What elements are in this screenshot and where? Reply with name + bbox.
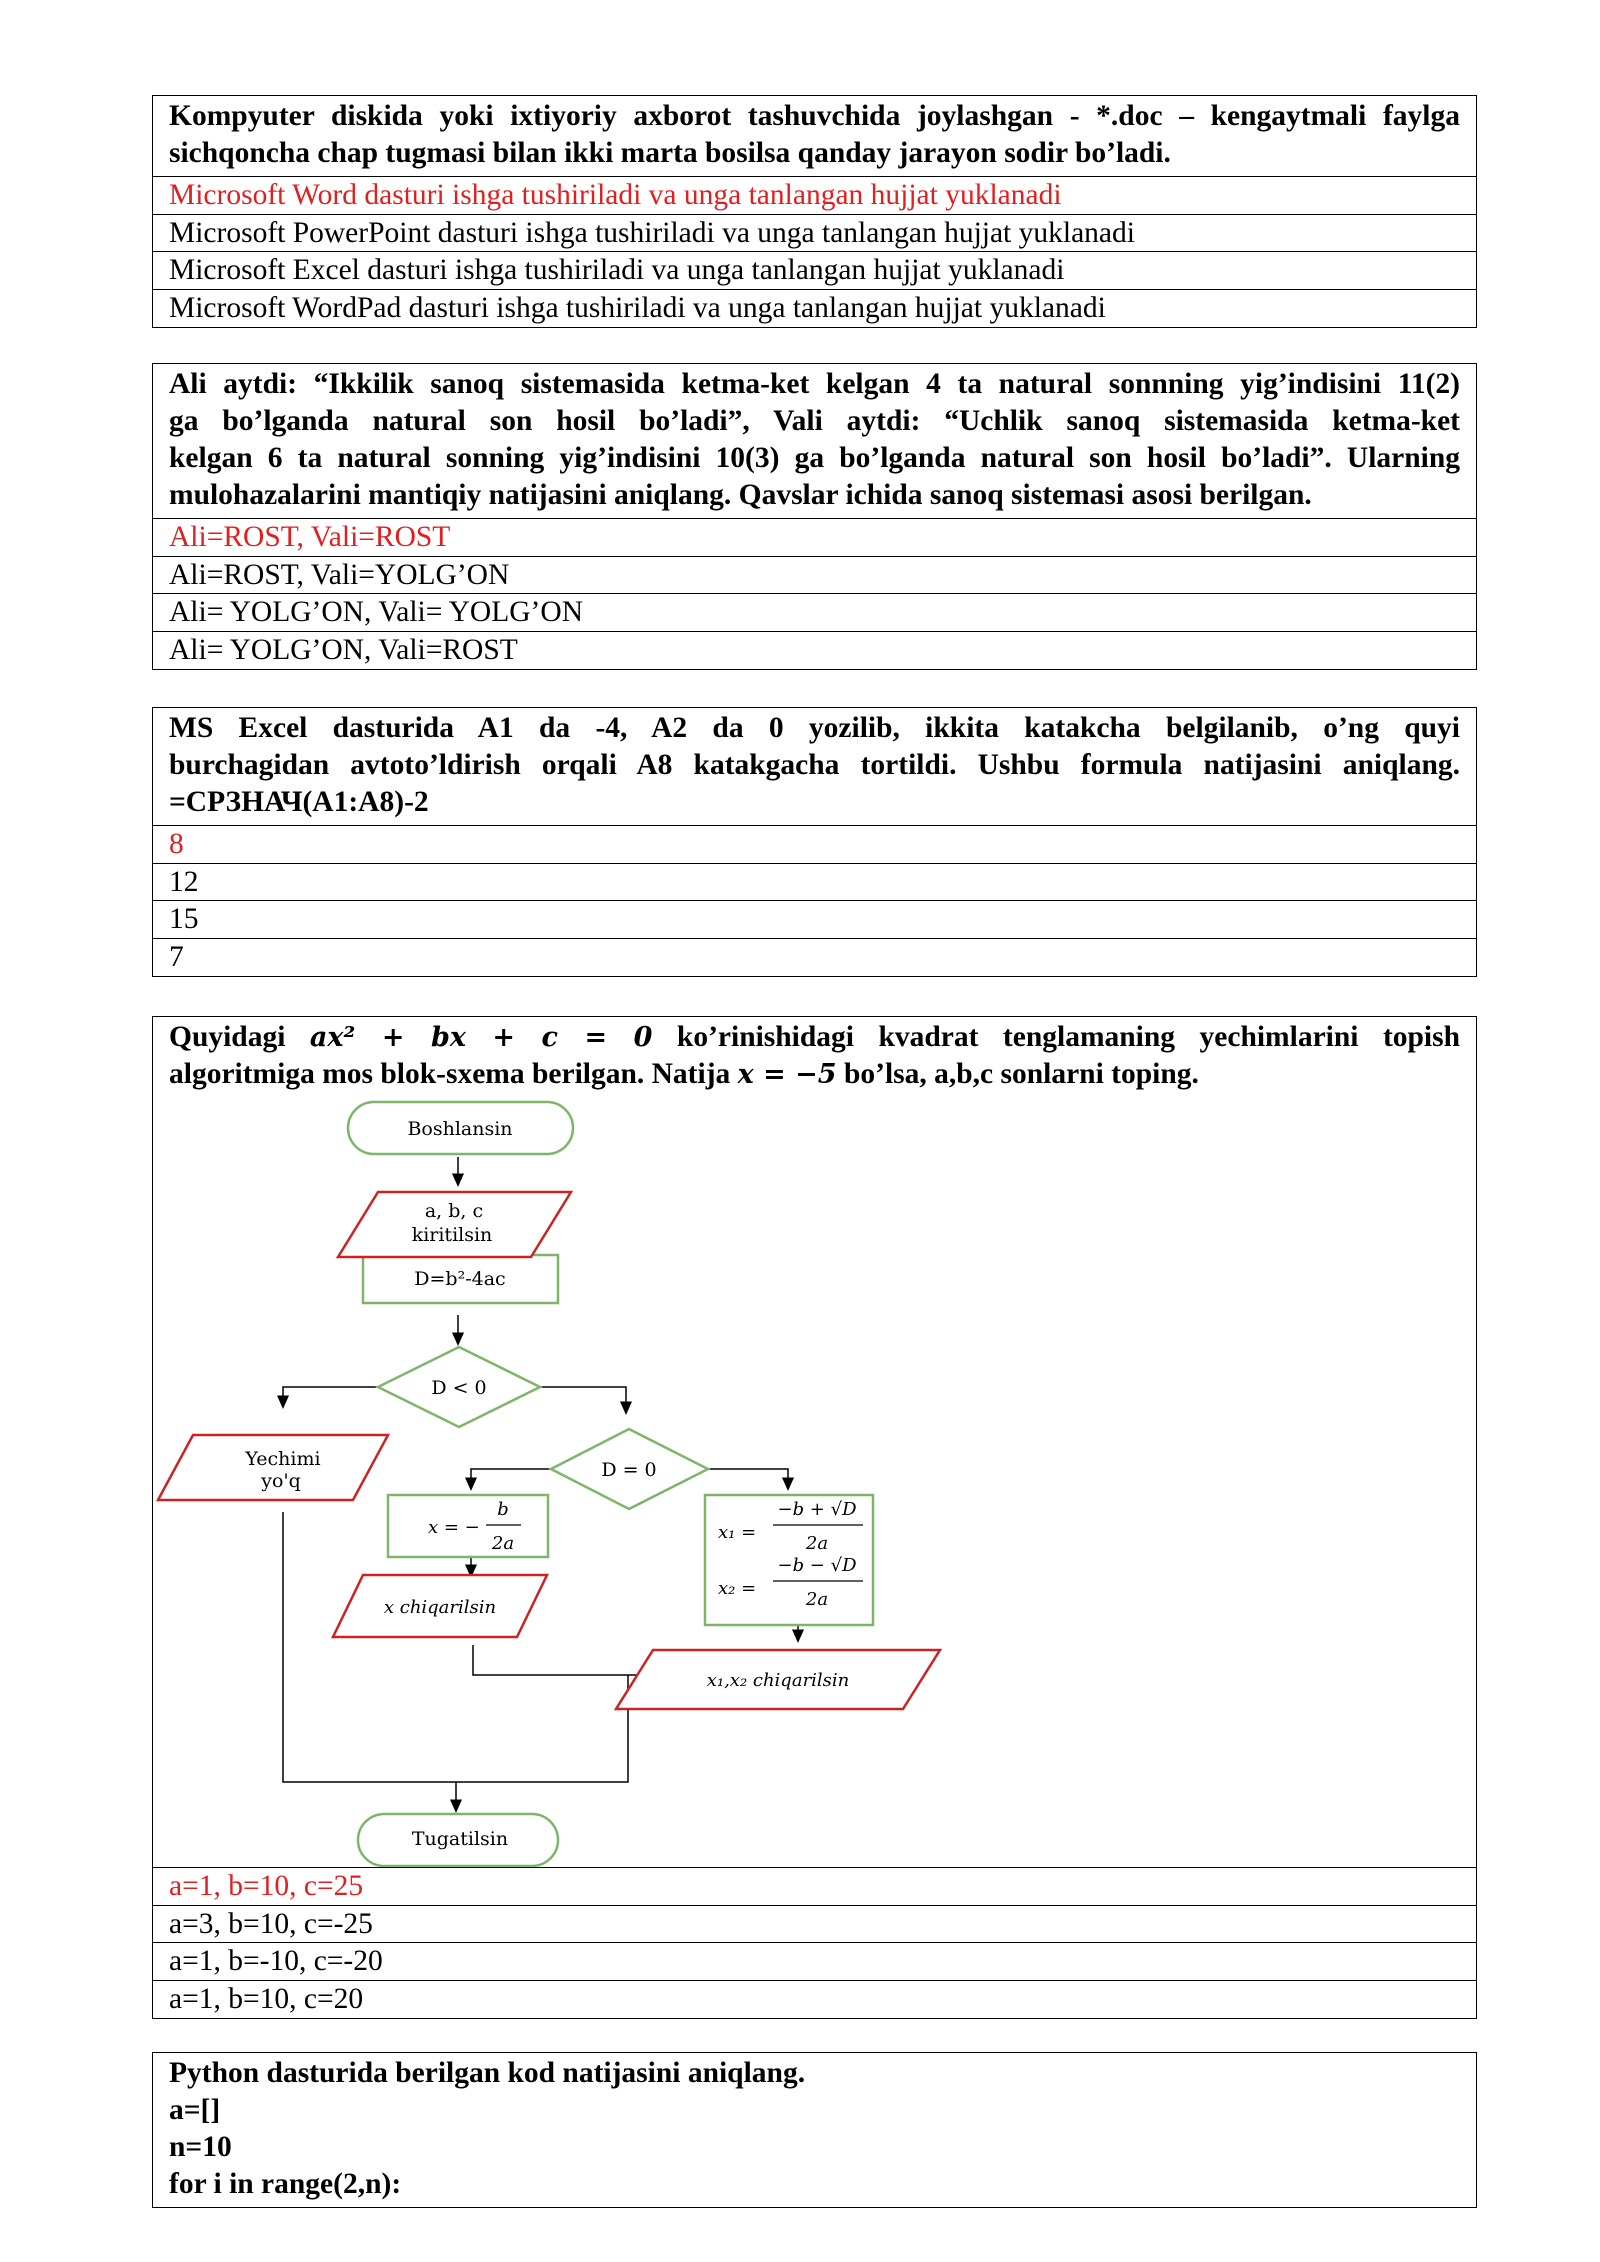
answer-option: a=3, b=10, c=-25 [153, 1906, 1476, 1944]
no-solution-label-1: Yechimi [245, 1448, 321, 1470]
start-label: Boshlansin [407, 1118, 513, 1140]
question-fragment: ko’rinishidagi kvadrat tenglamaning yechimlarini topish [676, 1021, 1461, 1053]
question-fragment: algoritmiga mos blok-sxema berilgan. Natija [169, 1058, 731, 1090]
answer-option: Microsoft PowerPoint dasturi ishga tushiriladi va unga tanlangan hujjat yuklanadi [153, 215, 1476, 253]
x1-numerator: −b + √D [777, 1499, 857, 1520]
code-line: for i in range(2,n): [169, 2168, 402, 2200]
flow-arrow [540, 1387, 626, 1409]
answer-option: 15 [153, 901, 1476, 939]
answer-option: a=1, b=-10, c=-20 [153, 1943, 1476, 1981]
x1-denominator: 2a [805, 1533, 829, 1554]
answer-option: a=1, b=10, c=20 [169, 1982, 364, 2015]
answer-option: Microsoft WordPad dasturi ishga tushiriladi va unga tanlangan hujjat yuklanadi [169, 291, 1106, 324]
x2-denominator: 2a [805, 1589, 829, 1610]
flowchart [153, 1097, 1476, 1868]
question-text [153, 1017, 1476, 1097]
question-fragment: bo’lsa, a,b,c sonlarni toping. [843, 1058, 1199, 1090]
answer-option-correct: a=1, b=10, c=25 [153, 1868, 1476, 1906]
flow-line [473, 1645, 659, 1675]
cond1-label: D < 0 [431, 1377, 487, 1399]
question-fragment: Quyidagi [169, 1021, 286, 1053]
flow-arrow [471, 1469, 551, 1485]
output-x1-x2-label: x₁,x₂ chiqarilsin [706, 1670, 850, 1691]
question-block-4 [152, 1016, 1477, 2019]
question-line: =СРЗНАЧ(A1:A8)-2 [169, 786, 429, 818]
question-line [169, 1019, 1460, 1056]
question-line: Ali aytdi: “Ikkilik sanoq sistemasida ketma-ket kelgan 4 ta natural sonnning yig’indisini 11(2) [169, 368, 1460, 400]
question-block-2 [152, 363, 1477, 670]
question-text [153, 96, 1476, 177]
code-line: n=10 [169, 2131, 232, 2163]
x2-numerator: −b − √D [777, 1555, 857, 1576]
single-root-lhs: x = − [428, 1517, 480, 1538]
question-text [153, 2053, 1476, 2207]
answer-option: Microsoft Excel dasturi ishga tushiriladi va unga tanlangan hujjat yuklanadi [153, 252, 1476, 290]
question-line: Python dasturida berilgan kod natijasini aniqlang. [169, 2057, 806, 2089]
answer-option: Ali= YOLG’ON, Vali=ROST [169, 633, 518, 666]
answer-option: 12 [153, 864, 1476, 902]
answer-option: Ali= YOLG’ON, Vali= YOLG’ON [153, 594, 1476, 632]
question-line: sichqoncha chap tugmasi bilan ikki marta bosilsa qanday jarayon sodir bo’ladi. [169, 137, 1171, 169]
single-root-denominator: 2a [491, 1533, 515, 1554]
answer-option-correct: Ali=ROST, Vali=ROST [153, 519, 1476, 557]
code-line: a=[] [169, 2094, 221, 2126]
question-block-1 [152, 95, 1477, 328]
question-line: ga bo’lganda natural son hosil bo’ladi”, Vali aytdi: “Uchlik sanoq sistemasida ketma-ket [169, 405, 1460, 437]
result-equation: x = −5 [737, 1059, 837, 1090]
single-root-numerator: b [497, 1499, 509, 1520]
answer-option-correct: Microsoft Word dasturi ishga tushiriladi va unga tanlangan hujjat yuklanadi [153, 177, 1476, 215]
question-line [169, 1056, 1460, 1093]
question-line: burchagidan avtoto’ldirish orqali A8 katakgacha tortildi. Ushbu formula natijasini aniqlang. [169, 749, 1460, 781]
answer-option: 7 [169, 940, 184, 973]
cond2-label: D = 0 [601, 1459, 657, 1481]
x2-lhs: x₂ = [718, 1578, 757, 1599]
question-line: Kompyuter diskida yoki ixtiyoriy axborot tashuvchida joylashgan - *.doc – kengaytmali faylga [169, 100, 1460, 132]
question-line: mulohazalarini mantiqiy natijasini aniqlang. Qavslar ichida sanoq sistemasi asosi berilgan. [169, 479, 1312, 511]
x1-lhs: x₁ = [718, 1522, 757, 1543]
question-text [153, 708, 1476, 826]
flowchart-diagram [153, 1097, 1475, 1867]
equation: ax² + bx + c = 0 [309, 1022, 653, 1053]
discriminant-label: D=b²-4ac [414, 1268, 506, 1290]
question-text [153, 364, 1476, 519]
no-solution-label-2: yo'q [261, 1470, 301, 1492]
flow-arrow [283, 1387, 378, 1403]
input-label-1: a, b, c [424, 1200, 484, 1222]
end-label: Tugatilsin [411, 1828, 509, 1850]
question-line: MS Excel dasturida A1 da -4, A2 da 0 yozilib, ikkita katakcha belgilanib, o’ng quyi [169, 712, 1460, 744]
question-block-5 [152, 2052, 1477, 2208]
question-line: kelgan 6 ta natural sonning yig’indisini 10(3) ga bo’lganda natural son hosil bo’ladi”. Ularning [169, 442, 1460, 474]
answer-option-correct: 8 [153, 826, 1476, 864]
question-block-3 [152, 707, 1477, 977]
flow-arrow [708, 1469, 788, 1485]
input-label-2: kiritilsin [411, 1224, 493, 1246]
answer-option: Ali=ROST, Vali=YOLG’ON [153, 557, 1476, 595]
output-x-label: x chiqarilsin [383, 1597, 497, 1618]
